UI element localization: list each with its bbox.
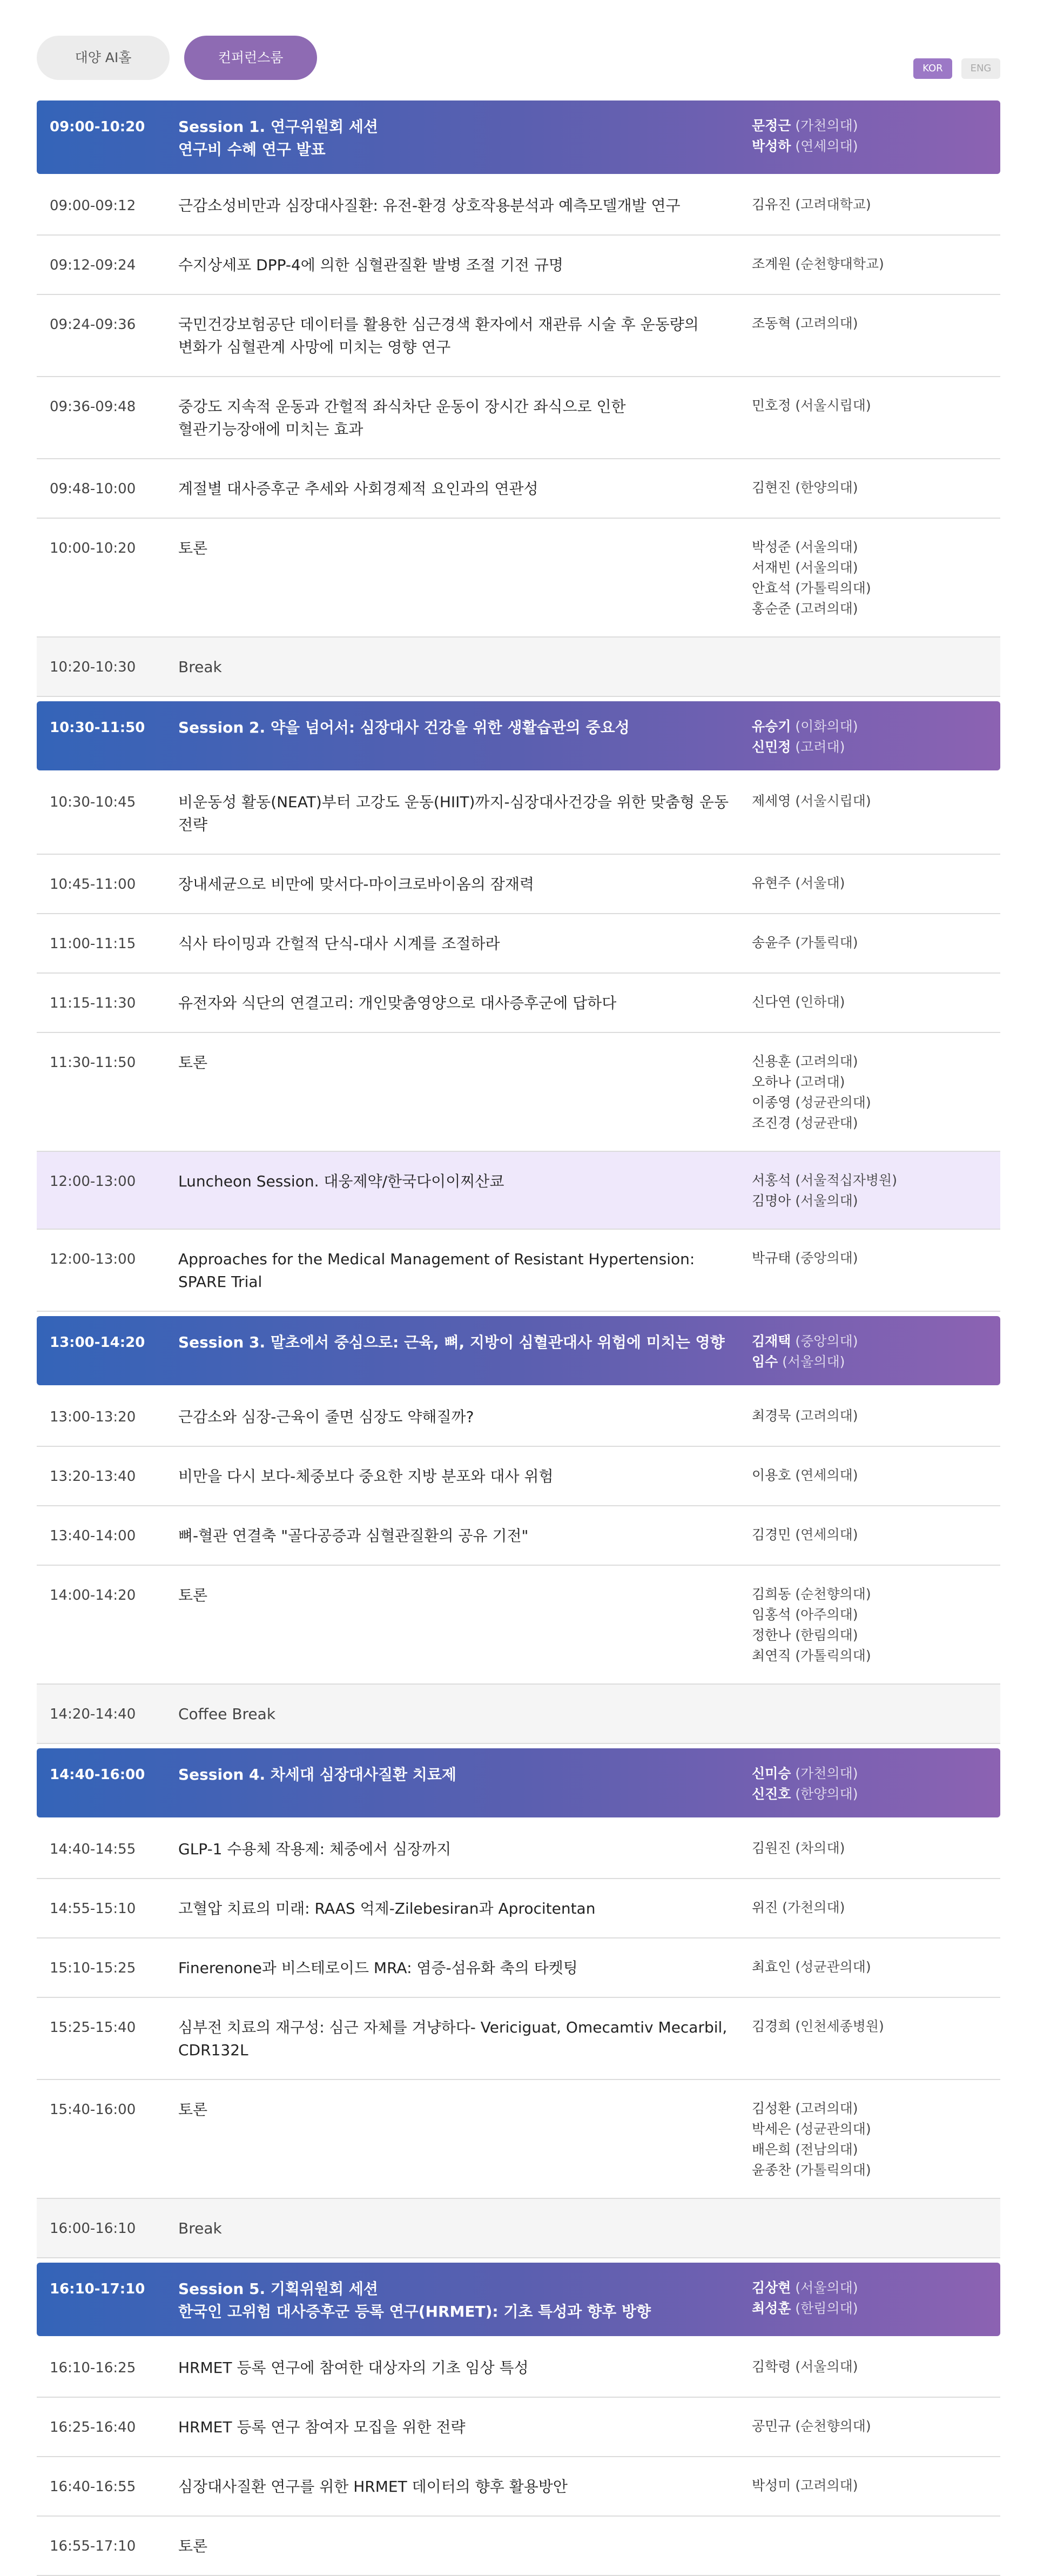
speaker: [752, 537, 1000, 558]
speaker-name: 공민규: [752, 2418, 791, 2434]
session-header-row: [37, 1748, 1000, 1817]
schedule-row: [37, 2398, 1000, 2457]
talk-title: 중강도 지속적 운동과 간헐적 좌식차단 운동이 장시간 좌식으로 인한 혈관기능장애에 미치는 효과: [178, 398, 626, 438]
time-slot: 09:48-10:00: [50, 481, 136, 497]
speaker: [752, 1406, 1000, 1426]
schedule-table: [37, 100, 1000, 2576]
speaker-affiliation: (고려의대): [791, 316, 858, 331]
speaker-name: 김명아: [752, 1193, 791, 1209]
speaker-affiliation: (가톨릭의대): [791, 1648, 871, 1663]
speaker: [752, 578, 1000, 599]
speaker-affiliation: (고려의대): [791, 2101, 858, 2116]
speaker-affiliation: (서울대): [791, 875, 845, 891]
speaker-name: 김학령: [752, 2359, 791, 2374]
time-slot: 13:00-13:20: [50, 1409, 136, 1425]
talk-title: Approaches for the Medical Management of Resistant Hypertension: SPARE Trial: [178, 1250, 695, 1291]
speaker: [752, 2298, 1000, 2319]
speaker-affiliation: (인하대): [791, 994, 845, 1010]
speaker: [752, 791, 1000, 811]
speaker: [752, 2016, 1000, 2037]
speaker: [752, 873, 1000, 894]
speaker: [752, 1191, 1000, 1211]
lang-eng-button[interactable]: ENG: [961, 58, 1000, 79]
speaker-list: [752, 1465, 1000, 1488]
speaker-affiliation: (한림의대): [791, 2300, 858, 2316]
schedule-row: [37, 377, 1000, 459]
speaker-affiliation: (성균관의대): [791, 2121, 871, 2137]
speaker-affiliation: (서울의대): [791, 1193, 858, 1209]
speaker-name: 김상현: [752, 2280, 791, 2296]
speaker: [752, 2119, 1000, 2139]
speaker: [752, 1113, 1000, 1133]
speaker-affiliation: (고려대): [791, 739, 845, 755]
talk-title: Break: [178, 658, 222, 676]
time-slot: 09:36-09:48: [50, 399, 136, 415]
time-slot: 09:00-09:12: [50, 198, 136, 214]
speaker: [752, 933, 1000, 953]
speaker-affiliation: (고려의대): [791, 2478, 858, 2493]
schedule-row: [37, 1387, 1000, 1447]
tab-conference-room[interactable]: 컨퍼런스룸: [184, 36, 317, 80]
speaker-affiliation: (한양의대): [791, 480, 858, 495]
schedule-row: [37, 914, 1000, 974]
time-slot: 15:40-16:00: [50, 2102, 136, 2118]
speaker: [752, 1957, 1000, 1977]
schedule-row: [37, 1033, 1000, 1152]
speaker-name: 김희동: [752, 1586, 791, 1602]
talk-title: 토론: [178, 1054, 208, 1071]
speaker: [752, 1584, 1000, 1605]
speaker-list: [752, 1763, 1000, 1804]
speaker-name: 최효인: [752, 1959, 791, 1975]
talk-title: 근감소성비만과 심장대사질환: 유전-환경 상호작용분석과 예측모델개발 연구: [178, 197, 681, 214]
time-slot: 10:00-10:20: [50, 540, 136, 556]
speaker-name: 이용호: [752, 1467, 791, 1483]
talk-title: Finerenone과 비스테로이드 MRA: 염증-섬유화 축의 타켓팅: [178, 1959, 578, 1977]
speaker: [752, 2098, 1000, 2119]
talk-title: 토론: [178, 2537, 208, 2555]
schedule-row: [37, 974, 1000, 1033]
speaker-list: [752, 1584, 1000, 1666]
speaker: [752, 194, 1000, 215]
speaker-affiliation: (서울시립대): [791, 793, 871, 809]
talk-title: 비운동성 활동(NEAT)부터 고강도 운동(HIIT)까지-심장대사건강을 위한 맞춤형 운동 전략: [178, 793, 729, 834]
speaker-name: 정한나: [752, 1627, 791, 1643]
schedule-row: [37, 459, 1000, 519]
speaker: [752, 1072, 1000, 1092]
speaker: [752, 1625, 1000, 1646]
talk-title: 국민건강보험공단 데이터를 활용한 심근경색 환자에서 재관류 시술 후 운동량의 변화가 심혈관계 사망에 미치는 영향 연구: [178, 316, 699, 356]
speaker-list: [752, 1838, 1000, 1861]
schedule-row: [37, 1230, 1000, 1312]
speaker: [752, 1763, 1000, 1784]
speaker-name: 배은희: [752, 2142, 791, 2157]
speaker-name: 조동혁: [752, 316, 791, 331]
speaker-list: [752, 933, 1000, 955]
speaker-affiliation: (성균관의대): [791, 1095, 871, 1110]
speaker-name: 김재택: [752, 1333, 791, 1349]
speaker-name: 문정근: [752, 118, 791, 133]
speaker-name: 유승기: [752, 719, 791, 734]
time-slot: 12:00-13:00: [50, 1251, 136, 1267]
speaker-affiliation: (연세의대): [791, 1467, 858, 1483]
speaker-affiliation: (순천향의대): [791, 1586, 871, 1602]
speaker: [752, 2357, 1000, 2377]
time-slot: 10:30-11:50: [50, 720, 145, 736]
speaker-name: 최성훈: [752, 2300, 791, 2316]
speaker-affiliation: (서울의대): [791, 539, 858, 555]
speaker-name: 조진경: [752, 1115, 791, 1131]
speaker: [752, 1646, 1000, 1666]
talk-title: 뼈-혈관 연결축 "골다공증과 심혈관질환의 공유 기전": [178, 1527, 529, 1545]
schedule-row: [37, 295, 1000, 377]
talk-title: 수지상세포 DPP-4에 의한 심혈관질환 발병 조절 기전 규명: [178, 256, 563, 274]
speaker-affiliation: (서울의대): [778, 1354, 845, 1370]
talk-title: 계절별 대사증후군 추세와 사회경제적 요인과의 연관성: [178, 480, 538, 498]
speaker-list: [752, 2098, 1000, 2181]
talk-title: 토론: [178, 2101, 208, 2118]
speaker: [752, 136, 1000, 157]
speaker: [752, 2139, 1000, 2160]
speaker-list: [752, 2416, 1000, 2439]
speaker-name: 박규태: [752, 1250, 791, 1266]
time-slot: 11:30-11:50: [50, 1055, 136, 1071]
speaker-affiliation: (가천의대): [791, 1766, 858, 1781]
speaker: [752, 478, 1000, 498]
time-slot: 16:00-16:10: [50, 2221, 136, 2237]
speaker-list: [752, 537, 1000, 619]
schedule-row: [37, 2080, 1000, 2199]
speaker-list: [752, 1957, 1000, 1980]
speaker-list: [752, 116, 1000, 161]
break-row: [37, 2199, 1000, 2258]
session-title: Session 2. 약을 넘어서: 심장대사 건강을 위한 생활습관의 중요성: [178, 719, 630, 736]
time-slot: 10:30-10:45: [50, 794, 136, 810]
speaker-affiliation: (성균관의대): [791, 1959, 871, 1975]
speaker-list: [752, 2217, 1000, 2240]
speaker-name: 오하나: [752, 1074, 791, 1090]
speaker-list: [752, 1525, 1000, 1547]
speaker-affiliation: (서울의대): [791, 2359, 858, 2374]
session-title: Session 3. 말초에서 중심으로: 근육, 뼈, 지방이 심혈관대사 위험에 미치는 영향: [178, 1333, 725, 1351]
session-header-row: [37, 2263, 1000, 2336]
speaker-list: [752, 656, 1000, 679]
speaker-list: [752, 1248, 1000, 1293]
speaker-name: 조계원: [752, 256, 791, 272]
time-slot: 10:45-11:00: [50, 876, 136, 893]
speaker: [752, 116, 1000, 136]
speaker-name: 김경민: [752, 1527, 791, 1542]
speaker-list: [752, 2476, 1000, 2498]
time-slot: 16:25-16:40: [50, 2419, 136, 2436]
speaker-affiliation: (고려대학교): [791, 197, 871, 212]
speaker-name: 서재빈: [752, 560, 791, 575]
speaker-name: 민호정: [752, 398, 791, 413]
time-slot: 16:55-17:10: [50, 2538, 136, 2554]
speaker-list: [752, 716, 1000, 757]
speaker: [752, 599, 1000, 619]
session-title: Session 1. 연구위원회 세션 연구비 수혜 연구 발표: [178, 118, 378, 158]
schedule-row: [37, 1566, 1000, 1685]
speaker-affiliation: (인천세종병원): [791, 2018, 884, 2034]
speaker: [752, 992, 1000, 1012]
schedule-row: [37, 1879, 1000, 1938]
speaker: [752, 1465, 1000, 1486]
speaker-affiliation: (성균관대): [791, 1115, 858, 1131]
schedule-row: [37, 2457, 1000, 2517]
speaker-name: 제세영: [752, 793, 791, 809]
time-slot: 14:55-15:10: [50, 1901, 136, 1917]
speaker-name: 최연직: [752, 1648, 791, 1663]
schedule-row: [37, 519, 1000, 638]
speaker-affiliation: (중앙의대): [791, 1250, 858, 1266]
speaker-affiliation: (순천향의대): [791, 2418, 871, 2434]
speaker-list: [752, 254, 1000, 277]
speaker-name: 위진: [752, 1900, 778, 1915]
speaker-name: 김경희: [752, 2018, 791, 2034]
speaker: [752, 395, 1000, 416]
time-slot: 16:10-16:25: [50, 2360, 136, 2376]
speaker-affiliation: (전남의대): [791, 2142, 858, 2157]
speaker-name: 안효석: [752, 580, 791, 596]
speaker-affiliation: (이화의대): [791, 719, 858, 734]
speaker: [752, 1051, 1000, 1072]
time-slot: 16:10-17:10: [50, 2281, 145, 2297]
talk-title: Coffee Break: [178, 1705, 276, 1723]
schedule-row: [37, 236, 1000, 295]
tab-daeyang-ai-hall[interactable]: 대양 AI홀: [37, 36, 170, 80]
time-slot: 11:00-11:15: [50, 936, 136, 952]
speaker-name: 신미승: [752, 1766, 791, 1781]
speaker: [752, 2476, 1000, 2496]
speaker: [752, 1352, 1000, 1372]
break-row: [37, 1685, 1000, 1744]
schedule-row: [37, 1998, 1000, 2080]
speaker: [752, 2416, 1000, 2437]
speaker-affiliation: (차의대): [791, 1840, 845, 1856]
speaker-name: 최경묵: [752, 1408, 791, 1424]
speaker-affiliation: (서울시립대): [791, 398, 871, 413]
speaker-name: 박성준: [752, 539, 791, 555]
session-header-row: [37, 1316, 1000, 1385]
speaker-list: [752, 1406, 1000, 1428]
session-title: Session 4. 차세대 심장대사질환 치료제: [178, 1766, 456, 1783]
speaker-affiliation: (서울적십자병원): [791, 1172, 897, 1188]
speaker-affiliation: (가톨릭대): [791, 935, 858, 950]
time-slot: 14:20-14:40: [50, 1706, 136, 1722]
time-slot: 14:40-14:55: [50, 1841, 136, 1857]
speaker: [752, 1838, 1000, 1859]
schedule-row: [37, 1938, 1000, 1998]
talk-title: 고혈압 치료의 미래: RAAS 억제-Zilebesiran과 Aprocitentan: [178, 1900, 596, 1917]
time-slot: 13:20-13:40: [50, 1468, 136, 1485]
speaker-list: [752, 1170, 1000, 1211]
schedule-row: [37, 855, 1000, 914]
speaker: [752, 1784, 1000, 1804]
session-header-row: [37, 701, 1000, 770]
speaker-name: 박세은: [752, 2121, 791, 2137]
talk-title: HRMET 등록 연구 참여자 모집을 위한 전략: [178, 2418, 466, 2436]
speaker-name: 홍순준: [752, 601, 791, 616]
speaker-affiliation: (고려의대): [791, 1054, 858, 1069]
time-slot: 13:40-14:00: [50, 1528, 136, 1544]
speaker-name: 이종영: [752, 1095, 791, 1110]
talk-title: 토론: [178, 539, 208, 557]
talk-title: 장내세균으로 비만에 맞서다-마이크로바이옴의 잠재력: [178, 875, 534, 893]
speaker-list: [752, 1897, 1000, 1920]
speaker-name: 박성하: [752, 138, 791, 154]
talk-title: 비만을 다시 보다-체중보다 중요한 지방 분포와 대사 위험: [178, 1467, 554, 1485]
speaker-name: 김원진: [752, 1840, 791, 1856]
talk-title: 심부전 치료의 재구성: 심근 자체를 겨냥하다- Vericiguat, Omecamtiv Mecarbil, CDR132L: [178, 2018, 728, 2059]
time-slot: 10:20-10:30: [50, 659, 136, 675]
lang-kor-button[interactable]: KOR: [913, 58, 952, 79]
speaker-affiliation: (연세의대): [791, 138, 858, 154]
speaker-list: [752, 395, 1000, 441]
schedule-row: [37, 2517, 1000, 2576]
talk-title: Luncheon Session. 대웅제약/한국다이이찌산쿄: [178, 1172, 504, 1190]
talk-title: 심장대사질환 연구를 위한 HRMET 데이터의 향후 활용방안: [178, 2478, 568, 2496]
speaker-list: [752, 1331, 1000, 1372]
speaker-list: [752, 2535, 1000, 2558]
time-slot: 09:12-09:24: [50, 257, 136, 273]
speaker-name: 신다연: [752, 994, 791, 1010]
speaker: [752, 313, 1000, 334]
time-slot: 14:00-14:20: [50, 1587, 136, 1604]
schedule-row: [37, 773, 1000, 855]
speaker-affiliation: (가천의대): [791, 118, 858, 133]
speaker-affiliation: (가톨릭의대): [791, 2162, 871, 2178]
speaker-affiliation: (한양의대): [791, 1786, 858, 1802]
speaker-name: 김현진: [752, 480, 791, 495]
time-slot: 15:25-15:40: [50, 2020, 136, 2036]
speaker: [752, 2278, 1000, 2298]
speaker: [752, 1331, 1000, 1352]
speaker-list: [752, 478, 1000, 500]
speaker-affiliation: (아주의대): [791, 1607, 858, 1622]
speaker-affiliation: (고려대): [791, 1074, 845, 1090]
speaker-list: [752, 2016, 1000, 2062]
speaker-affiliation: (고려의대): [791, 601, 858, 616]
time-slot: 09:24-09:36: [50, 317, 136, 333]
speaker-affiliation: (가톨릭의대): [791, 580, 871, 596]
speaker-affiliation: (연세의대): [791, 1527, 858, 1542]
speaker-affiliation: (가천의대): [778, 1900, 845, 1915]
speaker: [752, 254, 1000, 274]
speaker-affiliation: (서울의대): [791, 2280, 858, 2296]
speaker: [752, 1525, 1000, 1545]
schedule-row: [37, 1447, 1000, 1506]
language-switcher: [907, 58, 1000, 79]
speaker: [752, 1248, 1000, 1269]
speaker-name: 김유진: [752, 197, 791, 212]
speaker-name: 서홍석: [752, 1172, 791, 1188]
talk-title: 토론: [178, 1586, 208, 1604]
talk-title: 근감소와 심장-근육이 줄면 심장도 약해질까?: [178, 1408, 474, 1426]
speaker-list: [752, 2357, 1000, 2379]
speaker: [752, 1605, 1000, 1625]
session-title: Session 5. 기획위원회 세션 한국인 고위험 대사증후군 등록 연구(HRMET): 기초 특성과 향후 방향: [178, 2280, 651, 2320]
speaker-name: 임홍석: [752, 1607, 791, 1622]
talk-title: 식사 타이밍과 간헐적 단식-대사 시계를 조절하라: [178, 935, 500, 952]
speaker-list: [752, 992, 1000, 1015]
schedule-row: [37, 2338, 1000, 2398]
speaker-list: [752, 2278, 1000, 2323]
speaker-list: [752, 194, 1000, 217]
speaker: [752, 1092, 1000, 1113]
speaker-affiliation: (서울의대): [791, 560, 858, 575]
speaker-name: 신진호: [752, 1786, 791, 1802]
speaker-list: [752, 791, 1000, 836]
speaker-name: 박성미: [752, 2478, 791, 2493]
speaker-name: 김성환: [752, 2101, 791, 2116]
schedule-row: [37, 176, 1000, 236]
talk-title: GLP-1 수용체 작용제: 체중에서 심장까지: [178, 1840, 452, 1858]
speaker-affiliation: (한림의대): [791, 1627, 858, 1643]
speaker-name: 송윤주: [752, 935, 791, 950]
time-slot: 12:00-13:00: [50, 1173, 136, 1190]
speaker-list: [752, 873, 1000, 896]
speaker: [752, 1170, 1000, 1191]
speaker-name: 신민정: [752, 739, 791, 755]
speaker-list: [752, 1703, 1000, 1726]
time-slot: 09:00-10:20: [50, 119, 145, 135]
schedule-row: [37, 1506, 1000, 1566]
speaker-name: 윤종찬: [752, 2162, 791, 2178]
speaker-affiliation: (고려의대): [791, 1408, 858, 1424]
session-header-row: [37, 100, 1000, 174]
top-navigation: [0, 0, 1037, 81]
time-slot: 16:40-16:55: [50, 2479, 136, 2495]
speaker-list: [752, 313, 1000, 359]
break-row: [37, 638, 1000, 697]
luncheon-row: [37, 1152, 1000, 1230]
speaker-name: 신용훈: [752, 1054, 791, 1069]
speaker-list: [752, 1051, 1000, 1133]
speaker-affiliation: (순천향대학교): [791, 256, 884, 272]
schedule-row: [37, 1820, 1000, 1879]
time-slot: 11:15-11:30: [50, 995, 136, 1011]
time-slot: 15:10-15:25: [50, 1960, 136, 1976]
speaker-affiliation: (중앙의대): [791, 1333, 858, 1349]
speaker: [752, 716, 1000, 737]
time-slot: 13:00-14:20: [50, 1334, 145, 1351]
speaker-name: 임수: [752, 1354, 778, 1370]
speaker: [752, 2160, 1000, 2181]
speaker: [752, 737, 1000, 757]
talk-title: 유전자와 식단의 연결고리: 개인맞춤영양으로 대사증후군에 답하다: [178, 994, 617, 1012]
time-slot: 14:40-16:00: [50, 1767, 145, 1783]
speaker: [752, 1897, 1000, 1918]
talk-title: Break: [178, 2219, 222, 2237]
speaker-name: 유현주: [752, 875, 791, 891]
speaker: [752, 558, 1000, 578]
talk-title: HRMET 등록 연구에 참여한 대상자의 기초 임상 특성: [178, 2359, 529, 2377]
